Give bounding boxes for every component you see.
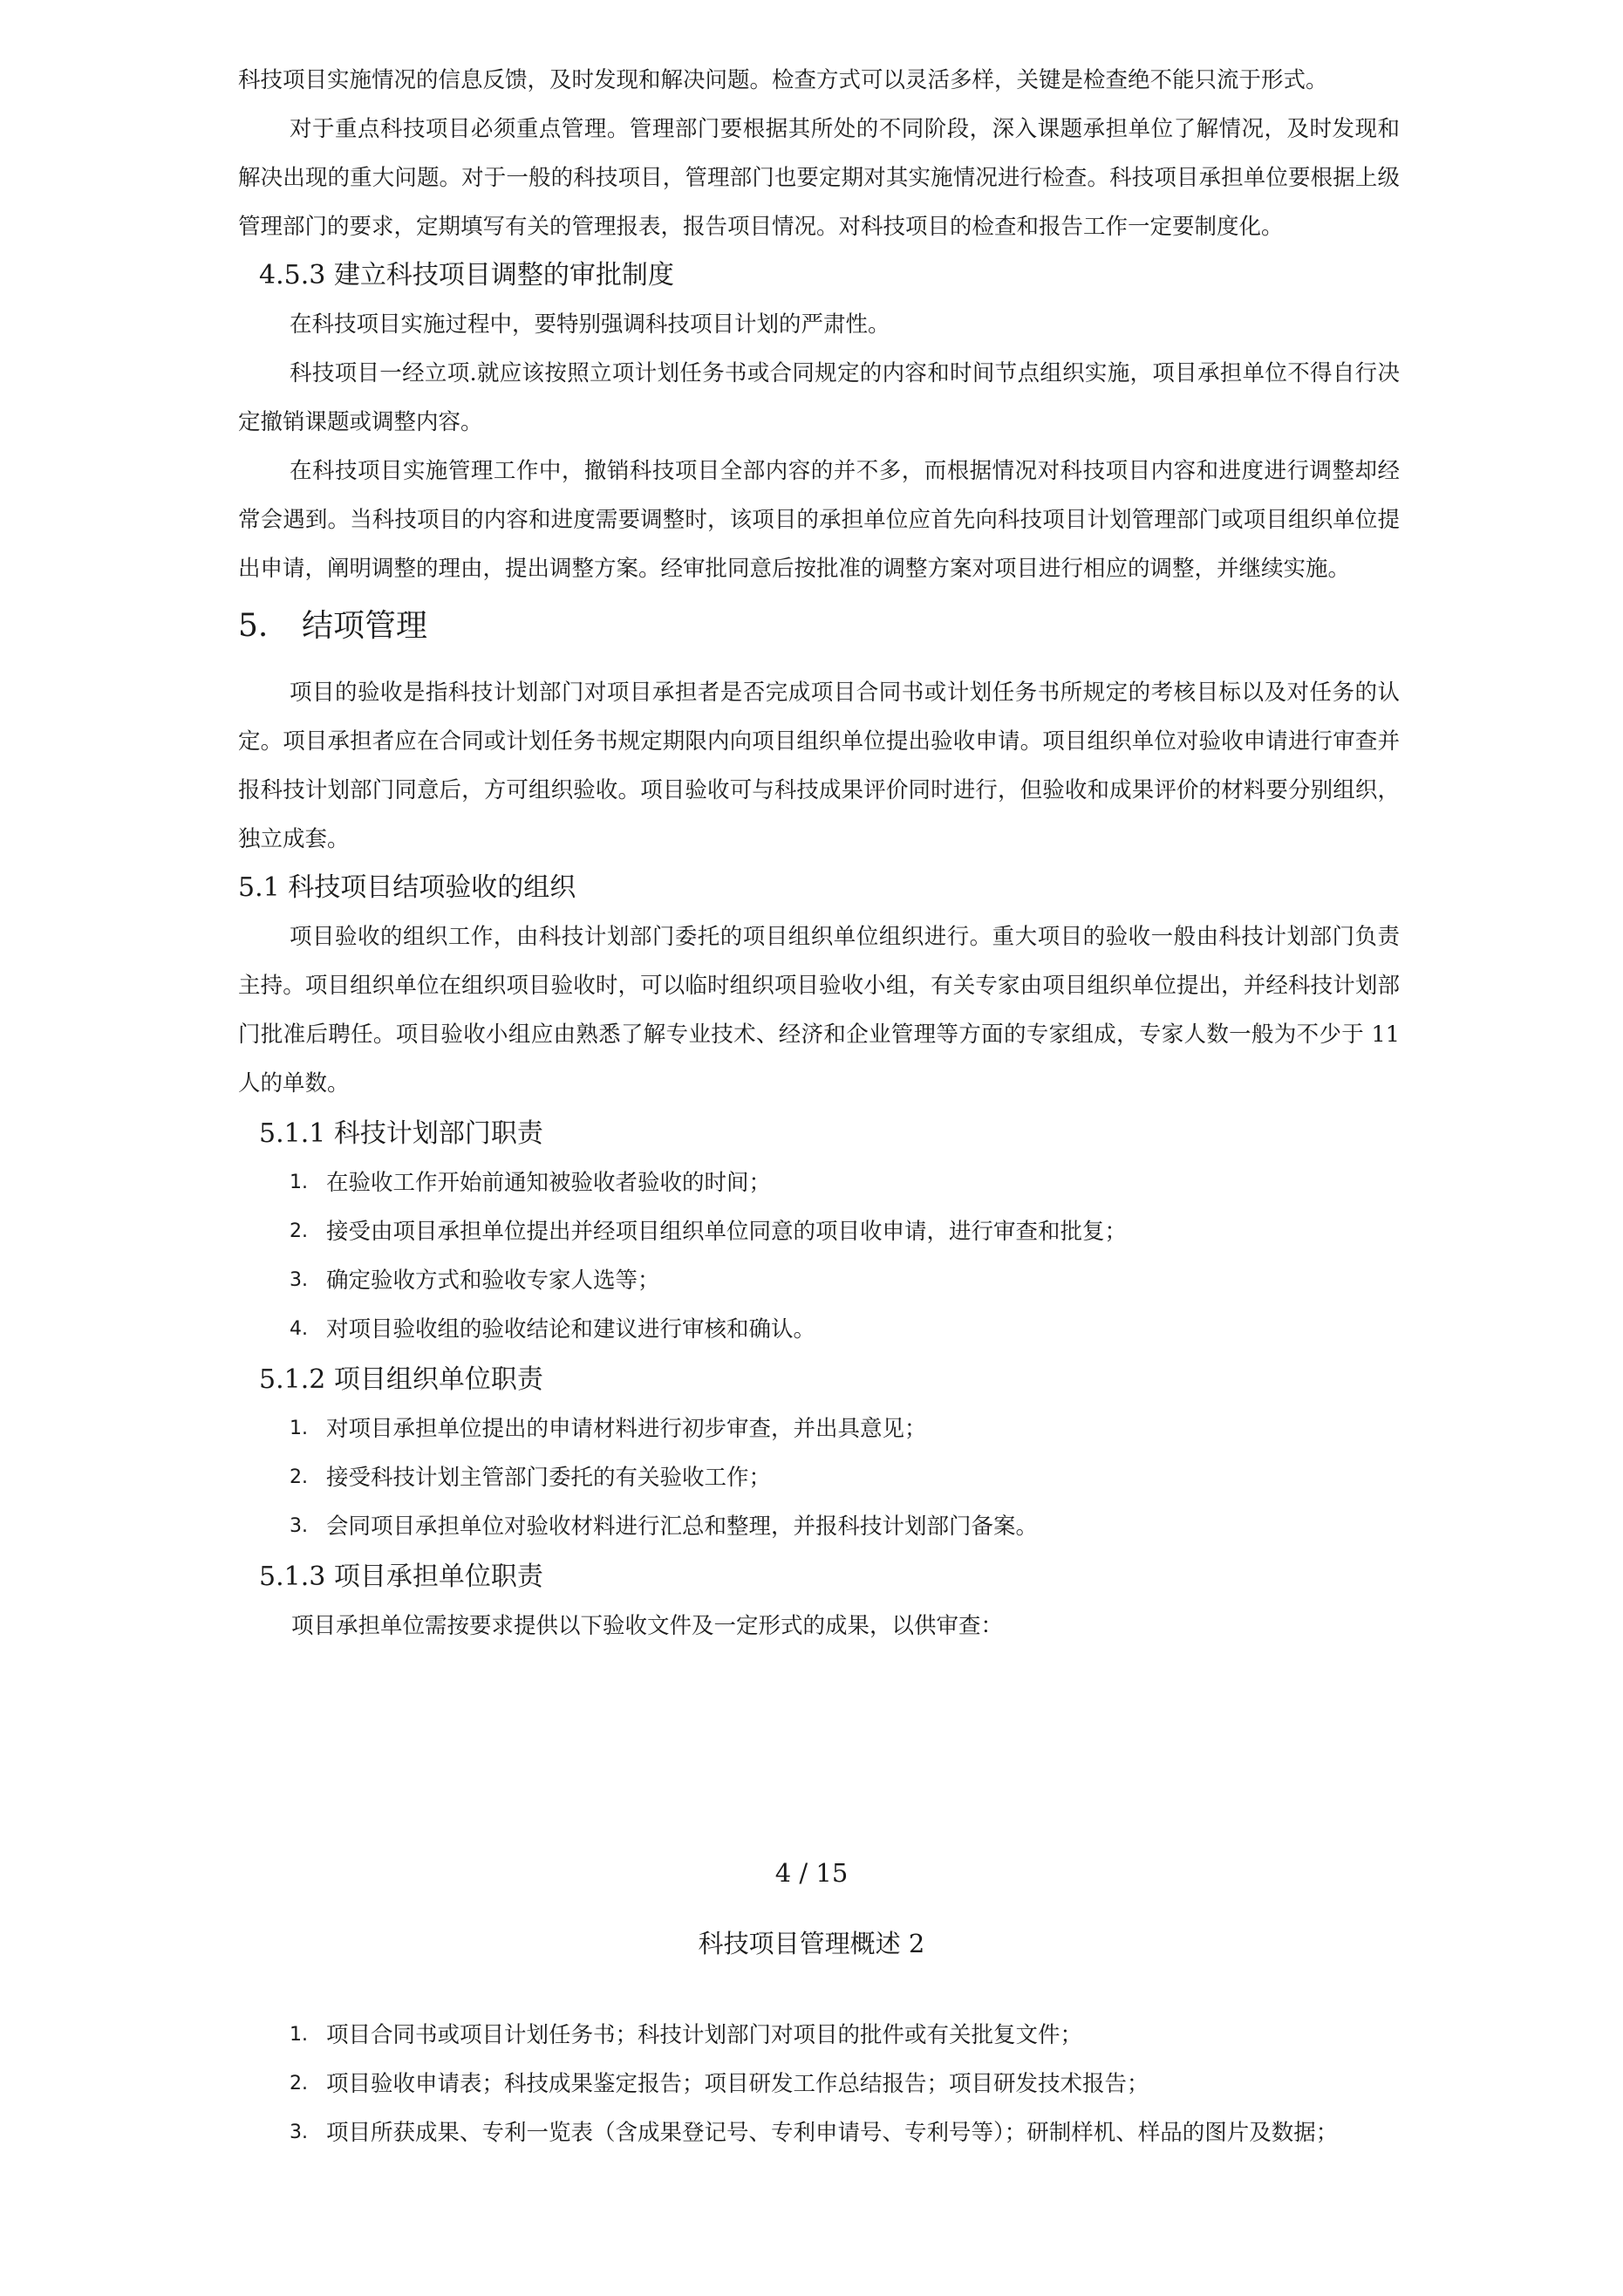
page-body-top xyxy=(238,56,1400,1650)
list-item: 3. 项目所获成果、专利一览表（含成果登记号、专利申请号、专利号等）；研制样机、样品的图片及数据； xyxy=(290,2120,1339,2146)
paragraph-5-1-3: 项目承担单位需按要求提供以下验收文件及一定形式的成果，以供审查： xyxy=(291,1613,1004,1639)
list-item: 1. 项目合同书或项目计划任务书；科技计划部门对项目的批件或有关批复文件； xyxy=(290,2022,1083,2048)
paragraph-4-5-3-c: 在科技项目实施管理工作中，撤销科技项目全部内容的并不多，而根据情况对科技项目内容和进度进行调整却经常会遇到。当科技项目的内容和进度需要调整时，该项目的承担单位应首先向科技项目计划管理部门或项目组织单位提出申请，阐明调整的理由，提出调整方案。经审批同意后按批准的调整方案对项目进行相应的调整，并继续实施。 xyxy=(238,458,1400,582)
heading-4-5-3: 4.5.3 建立科技项目调整的审批制度 xyxy=(259,260,674,290)
list-5-1-1 xyxy=(238,1158,1400,1354)
paragraph-key-projects: 对于重点科技项目必须重点管理。管理部门要根据其所处的不同阶段，深入课题承担单位了解情况，及时发现和解决出现的重大问题。对于一般的科技项目，管理部门也要定期对其实施情况进行检查。科技项目承担单位要根据上级管理部门的要求，定期填写有关的管理报表，报告项目情况。对科技项目的检查和报告工作一定要制度化。 xyxy=(238,116,1400,240)
heading-5-1-2: 5.1.2 项目组织单位职责 xyxy=(259,1364,543,1395)
list-item: 2. 项目验收申请表；科技成果鉴定报告；项目研发工作总结报告；项目研发技术报告； xyxy=(290,2071,1149,2097)
paragraph-5-1: 项目验收的组织工作，由科技计划部门委托的项目组织单位组织进行。重大项目的验收一般由科技计划部门负责主持。项目组织单位在组织项目验收时，可以临时组织项目验收小组，有关专家由项目组织单位提出，并经科技计划部门批准后聘任。项目验收小组应由熟悉了解专业技术、经济和企业管理等方面的专家组成，专家人数一般为不少于 11 人的单数。 xyxy=(238,924,1400,1097)
list-item: 1. 在验收工作开始前通知被验收者验收的时间； xyxy=(290,1170,772,1196)
page-number: 4 / 15 xyxy=(774,1858,849,1888)
heading-5-1-1: 5.1.1 科技计划部门职责 xyxy=(259,1118,543,1149)
heading-5-number: 5. xyxy=(238,608,269,644)
list-item: 3. 确定验收方式和验收专家人选等； xyxy=(290,1268,660,1294)
list-item: 2. 接受科技计划主管部门委托的有关验收工作； xyxy=(290,1465,772,1491)
paragraph-4-5-3-b: 科技项目一经立项.就应该按照立项计划任务书或合同规定的内容和时间节点组织实施，项目承担单位不得自行决定撤销课题或调整内容。 xyxy=(238,360,1400,435)
list-item: 1. 对项目承担单位提出的申请材料进行初步审查，并出具意见； xyxy=(290,1416,927,1442)
heading-5-text: 结项管理 xyxy=(302,608,428,644)
page-body-bottom xyxy=(238,2011,1400,2157)
list-acceptance-documents xyxy=(238,2011,1400,2157)
list-5-1-2 xyxy=(238,1404,1400,1551)
heading-5-1: 5.1 科技项目结项验收的组织 xyxy=(238,872,576,903)
paragraph-intro: 科技项目实施情况的信息反馈，及时发现和解决问题。检查方式可以灵活多样，关键是检查绝不能只流于形式。 xyxy=(238,67,1328,93)
next-page-header-title: 科技项目管理概述 2 xyxy=(698,1929,925,1958)
list-item: 2. 接受由项目承担单位提出并经项目组织单位同意的项目收申请，进行审查和批复； xyxy=(290,1219,1128,1245)
list-item: 3. 会同项目承担单位对验收材料进行汇总和整理，并报科技计划部门备案。 xyxy=(290,1514,1039,1540)
list-item: 4. 对项目验收组的验收结论和建议进行审核和确认。 xyxy=(290,1316,816,1343)
paragraph-4-5-3-a: 在科技项目实施过程中，要特别强调科技项目计划的严肃性。 xyxy=(290,311,890,338)
heading-5-1-3: 5.1.3 项目承担单位职责 xyxy=(259,1561,543,1592)
paragraph-5: 项目的验收是指科技计划部门对项目承担者是否完成项目合同书或计划任务书所规定的考核目标以及对任务的认定。项目承担者应在合同或计划任务书规定期限内向项目组织单位提出验收申请。项目组织单位对验收申请进行审查并报科技计划部门同意后，方可组织验收。项目验收可与科技成果评价同时进行，但验收和成果评价的材料要分别组织，独立成套。 xyxy=(238,680,1400,852)
heading-5 xyxy=(238,600,1400,653)
